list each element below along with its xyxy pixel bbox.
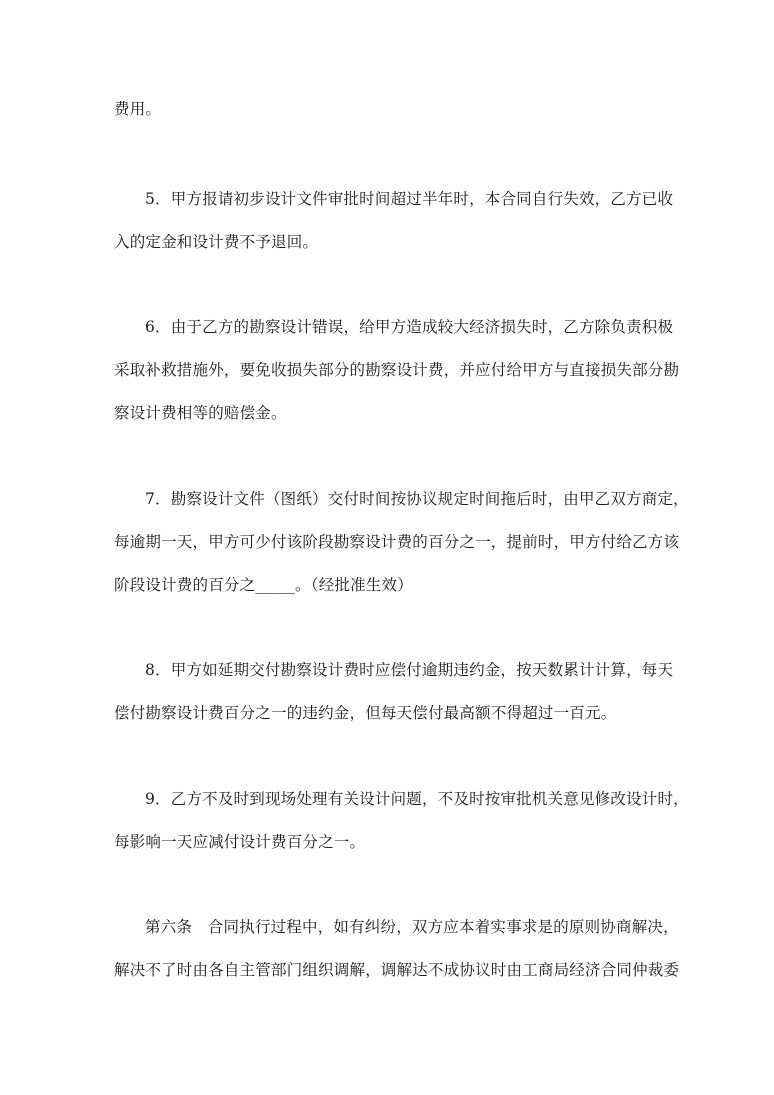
paragraph-line: 每逾期一天，甲方可少付该阶段勘察设计费的百分之一，提前时，甲方付给乙方该 bbox=[114, 533, 680, 551]
paragraph-line: 5．甲方报请初步设计文件审批时间超过半年时，本合同自行失效，乙方已收 bbox=[145, 190, 674, 208]
paragraph-line: 6．由于乙方的勘察设计错误，给甲方造成较大经济损失时，乙方除负责积极 bbox=[145, 318, 674, 336]
paragraph-line: 采取补救措施外，要免收损失部分的勘察设计费，并应付给甲方与直接损失部分勘 bbox=[114, 361, 680, 379]
paragraph-line: 第六条 合同执行过程中，如有纠纷，双方应本着实事求是的原则协商解决， bbox=[145, 918, 679, 936]
paragraph-line: 7．勘察设计文件（图纸）交付时间按协议规定时间拖后时，由甲乙双方商定， bbox=[145, 490, 689, 508]
paragraph-line: 费用。 bbox=[114, 100, 162, 118]
paragraph-line: 阶段设计费的百分之_____。（经批准生效） bbox=[114, 576, 413, 594]
paragraph-line: 每影响一天应减付设计费百分之一。 bbox=[114, 833, 366, 851]
paragraph-line: 入的定金和设计费不予退回。 bbox=[114, 233, 319, 251]
paragraph-line: 8．甲方如延期交付勘察设计费时应偿付逾期违约金，按天数累计计算，每天 bbox=[145, 661, 674, 679]
paragraph-line: 察设计费相等的赔偿金。 bbox=[114, 404, 287, 422]
paragraph-line: 9．乙方不及时到现场处理有关设计问题，不及时按审批机关意见修改设计时， bbox=[145, 790, 689, 808]
paragraph-line: 偿付勘察设计费百分之一的违约金，但每天偿付最高额不得超过一百元。 bbox=[114, 704, 617, 722]
paragraph-line: 解决不了时由各自主管部门组织调解，调解达不成协议时由工商局经济合同仲裁委 bbox=[114, 961, 680, 979]
